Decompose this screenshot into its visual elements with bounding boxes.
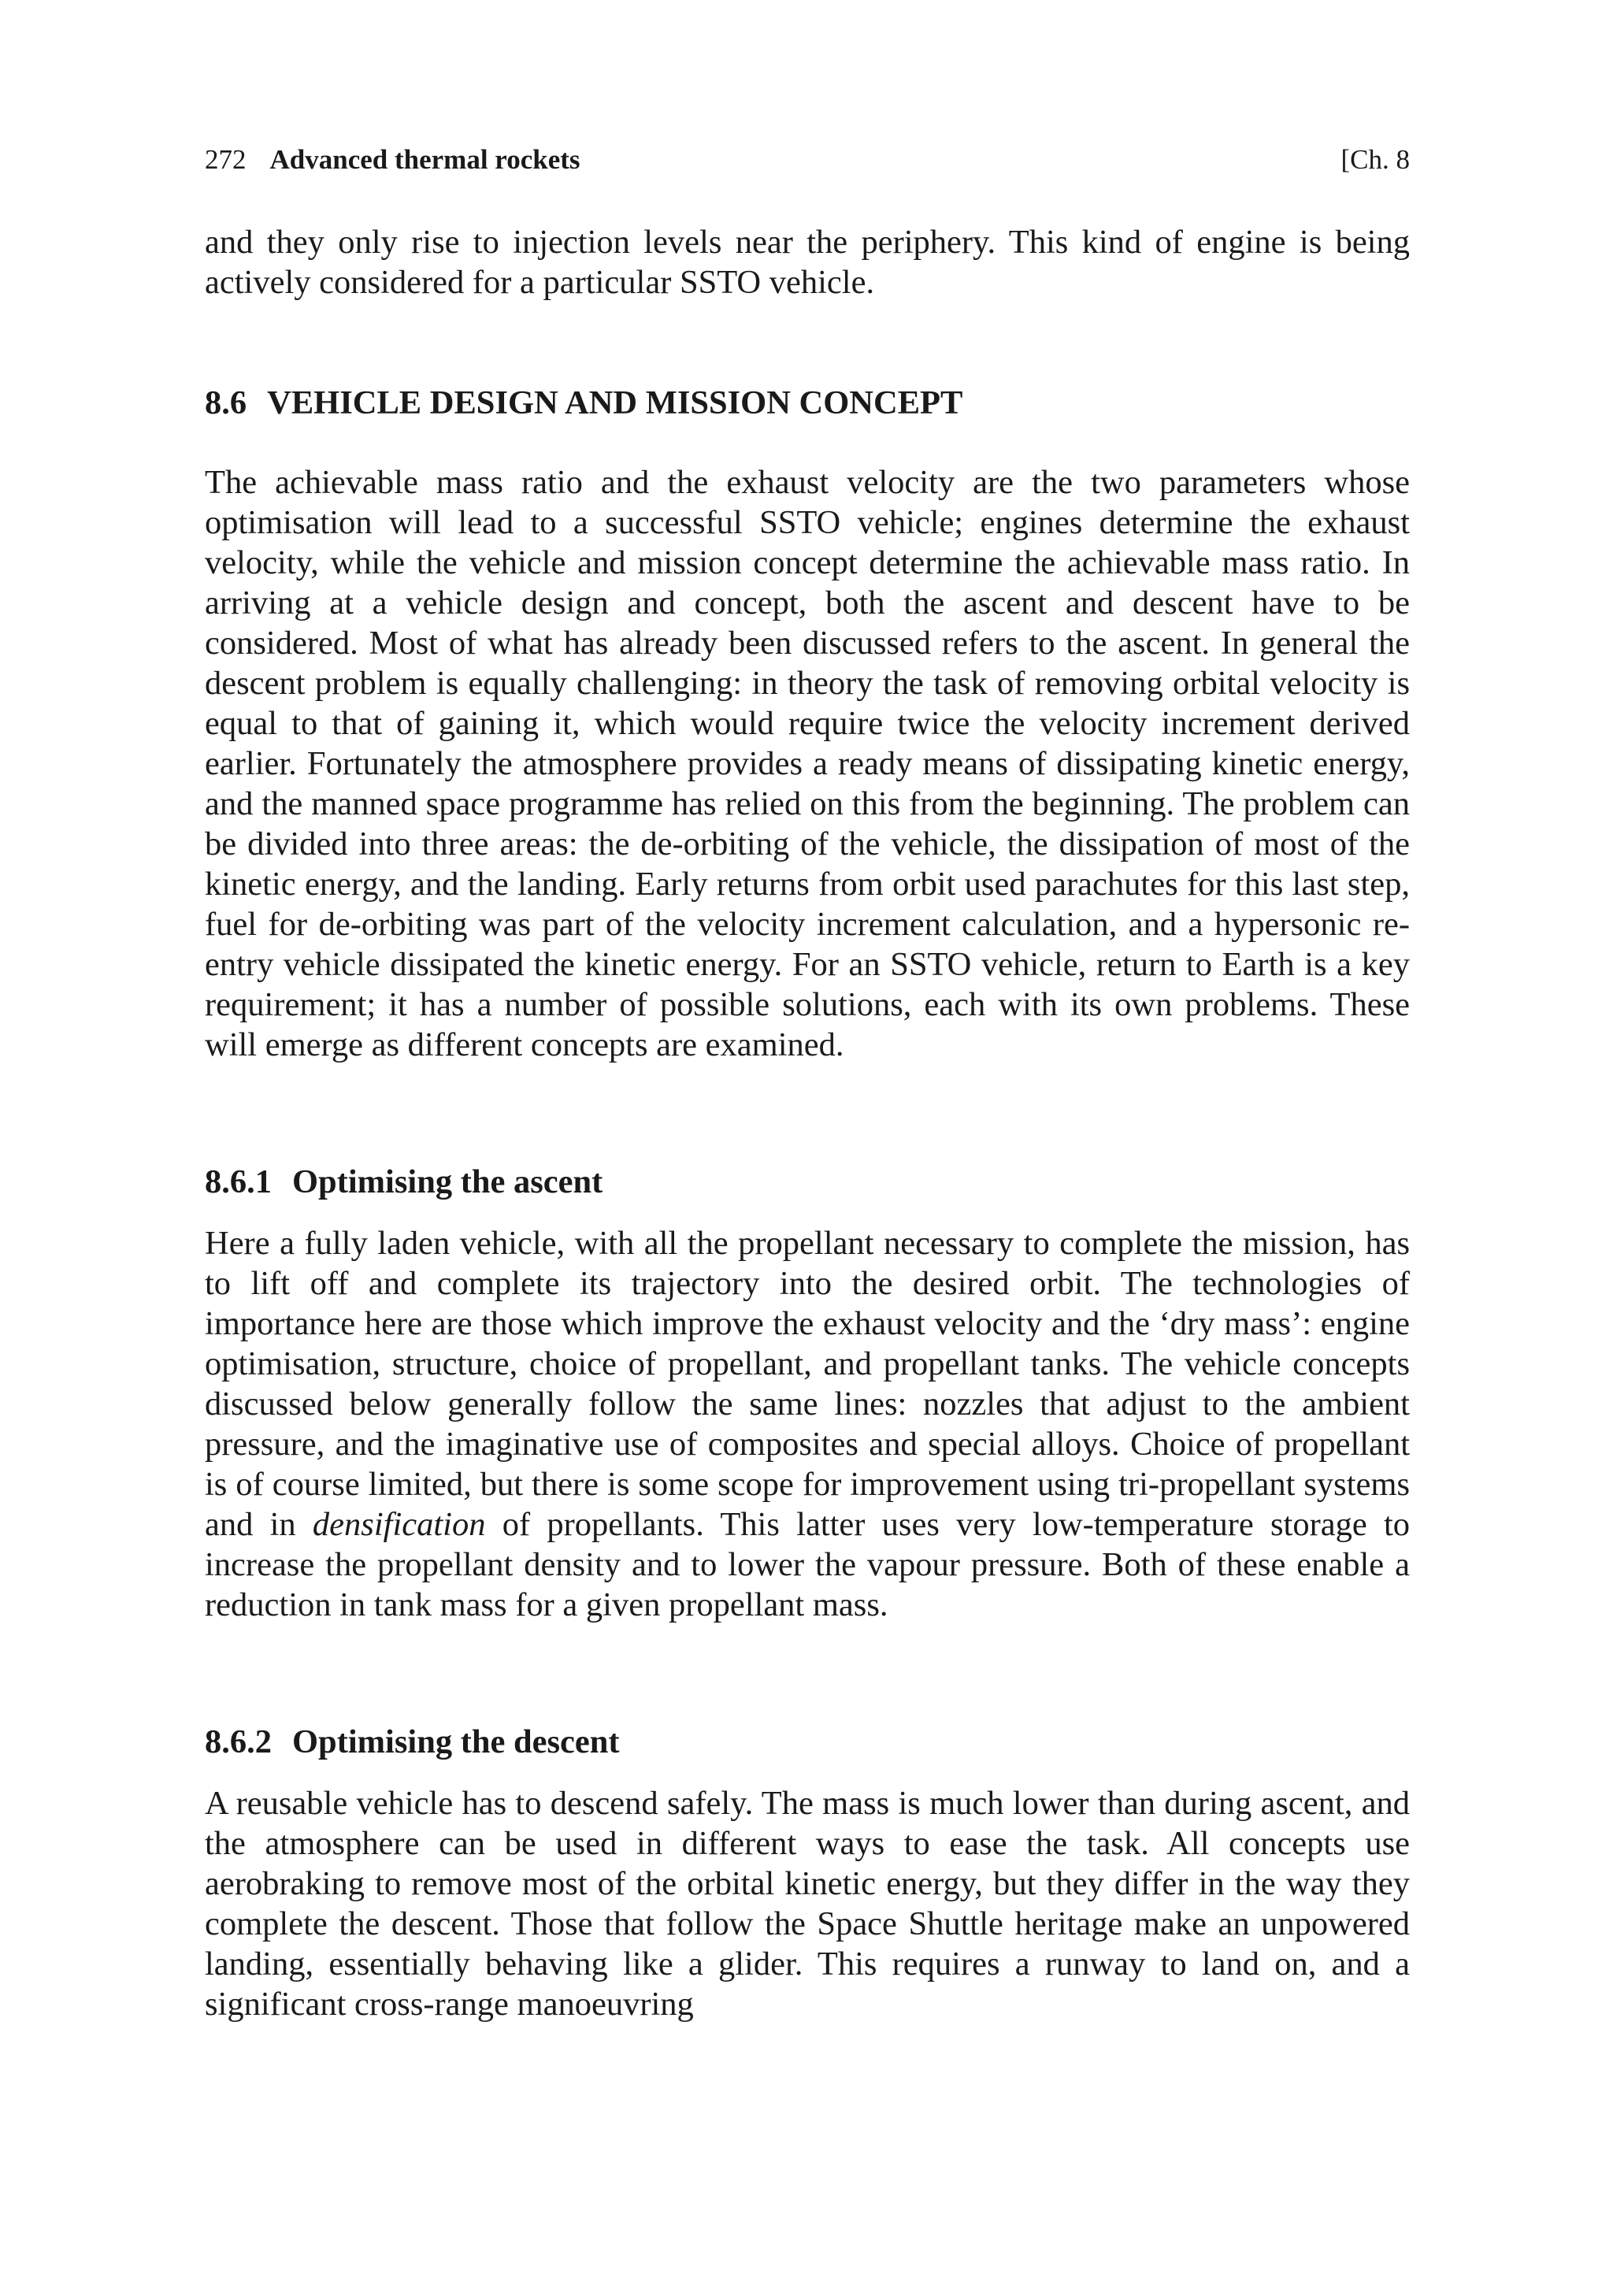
section-number: 8.6 [205,384,247,421]
descent-paragraph: A reusable vehicle has to descend safely. The mass is much lower than during ascent, and the atmosphere can be used in different ways to ease the task. All concepts use aerobraking to remove most of the orbital kinetic energy, but they differ in the way they complete the descent. Those that follow the Space Shuttle heritage make an unpowered landing, essentially behaving like a glider. This requires a runway to land on, and a significant cross-range manoeuvring [205,1785,1410,2023]
subsection-number-ascent: 8.6.1 [205,1163,272,1200]
chapter-title: Advanced thermal rockets [269,144,580,175]
section-paragraph: The achievable mass ratio and the exhaust velocity are the two parameters whose optimisation will lead to a successful SSTO vehicle; engines determine the exhaust velocity, while the vehicle and mission concept determine the achievable mass ratio. In arriving at a vehicle design and concept, both the ascent and descent have to be considered. Most of what has already been discussed refers to the ascent. In general the descent problem is equally challenging: in theory the task of removing orbital velocity is equal to that of gaining it, which would require twice the velocity increment derived earlier. Fortunately the atmosphere provides a ready means of dissipating kinetic energy, and the manned space programme has relied on this from the beginning. The problem can be divided into three areas: the de-orbiting of the vehicle, the dissipation of most of the kinetic energy, and the landing. Early returns from orbit used parachutes for this last step, fuel for de-orbiting was part of the velocity increment calculation, and a hypersonic re-entry vehicle dissipated the kinetic energy. For an SSTO vehicle, return to Earth is a key requirement; it has a number of possible solutions, each with its own problems. These will emerge as different concepts are examined. [205,464,1410,1063]
ascent-text-part-1: Here a fully laden vehicle, with all the propellant necessary to complete the mission, has to lift off and complete its trajectory into the desired orbit. The technologies of importance here are those which improve the exhaust velocity and the ‘dry mass’: engine optimisation, structure, choice of propellant, and propellant tanks. The vehicle concepts discussed below generally follow the same lines: nozzles that adjust to the ambient pressure, and the imaginative use of composites and special alloys. Choice of propellant is of course limited, but there is some scope for improvement using tri-propellant systems and in [205,1225,1410,1543]
subsection-heading-descent [205,1722,1410,1762]
subsection-ascent-body-block [205,1223,1410,1625]
intro-paragraph: and they only rise to injection levels near the periphery. This kind of engine is being actively considered for a particular SSTO vehicle. [205,224,1410,301]
ascent-text-part-2: of propellants. This latter uses very low-temperature storage to increase the propellant density and to lower the vapour pressure. Both of these enable a reduction in tank mass for a given propellant mass. [205,1506,1411,1623]
ascent-paragraph [205,1223,1410,1625]
subsection-ascent-heading-block [205,1162,1410,1202]
section-heading [205,383,1410,423]
chapter-reference: [Ch. 8 [1340,144,1410,175]
subsection-title-ascent: Optimising the ascent [292,1163,603,1200]
subsection-descent-heading-block [205,1722,1410,1762]
running-head [205,140,1410,180]
section-body-block [205,462,1410,1065]
page-number: 272 [205,144,247,175]
subsection-descent-body-block [205,1783,1410,2024]
ascent-italic-term: densification [312,1506,486,1543]
subsection-number-descent: 8.6.2 [205,1723,272,1760]
subsection-heading-ascent [205,1162,1410,1202]
section-title: VEHICLE DESIGN AND MISSION CONCEPT [267,384,963,421]
subsection-title-descent: Optimising the descent [292,1723,620,1760]
section-heading-block [205,383,1410,423]
intro-block [205,222,1410,302]
